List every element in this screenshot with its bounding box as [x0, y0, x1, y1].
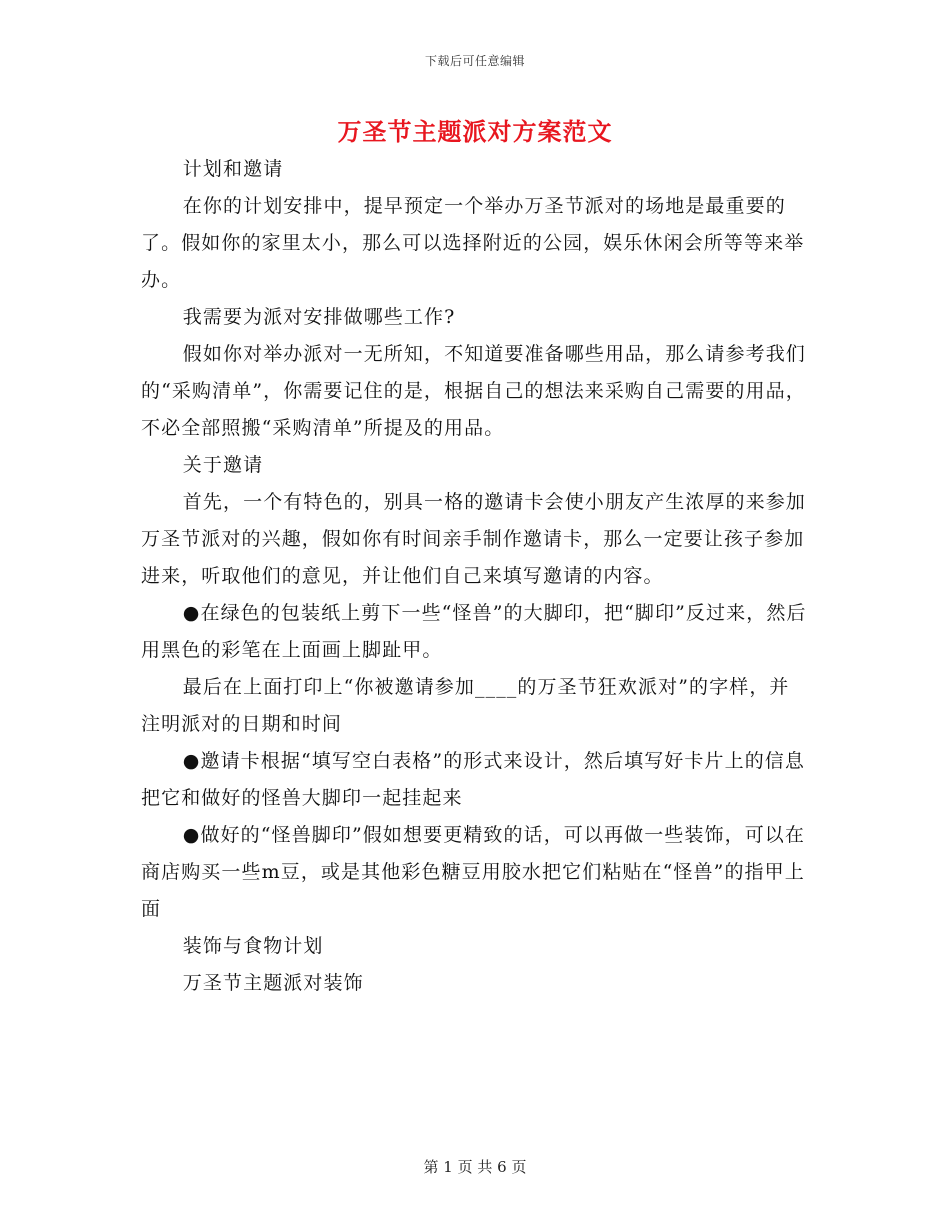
section-heading-decor-food: 装饰与食物计划	[182, 935, 324, 957]
paragraph-shopping-list: 假如你对举办派对一无所知，不知道要准备哪些用品，那么请参考我们的“采购清单”，你需要记住的是，根据自己的想法来采购自己需要的用品，不必全部照搬“采购清单”所提及的用品。	[141, 343, 806, 439]
section-heading-invitation: 关于邀请	[182, 454, 264, 476]
document-title: 万圣节主题派对方案范文	[337, 117, 613, 146]
paragraph-invitation-card: 首先，一个有特色的，别具一格的邀请卡会使小朋友产生浓厚的来参加万圣节派对的兴趣，假如你有时间亲手制作邀请卡，那么一定要让孩子参加进来，听取他们的意见，并让他们自己来填写邀请的内容。	[141, 491, 806, 587]
paragraph-print-text: 最后在上面打印上“你被邀请参加____的万圣节狂欢派对”的字样，并注明派对的日期和时间	[141, 676, 790, 735]
bullet-form-design: ●邀请卡根据“填写空白表格”的形式来设计，然后填写好卡片上的信息把它和做好的怪兽大脚印一起挂起来	[141, 750, 806, 809]
section-heading-plan-invite: 计划和邀请	[182, 158, 284, 180]
page-footer: 第 1 页 共 6 页	[423, 1158, 527, 1176]
question-heading: 我需要为派对安排做哪些工作?	[182, 306, 456, 328]
bullet-footprint: ●在绿色的包装纸上剪下一些“怪兽”的大脚印，把“脚印”反过来，然后用黑色的彩笔在上面画上脚趾甲。	[141, 602, 807, 661]
paragraph-venue: 在你的计划安排中，提早预定一个举办万圣节派对的场地是最重要的了。假如你的家里太小，那么可以选择附近的公园，娱乐休闲会所等等来举办。	[141, 195, 805, 291]
bullet-decoration: ●做好的“怪兽脚印”假如想要更精致的话，可以再做一些装饰，可以在商店购买一些m豆，或是其他彩色糖豆用胶水把它们粘贴在“怪兽”的指甲上面	[141, 824, 806, 920]
section-heading-party-decor: 万圣节主题派对装饰	[182, 972, 364, 994]
document-body	[141, 151, 809, 1002]
page-header: 下载后可任意编辑	[424, 54, 525, 68]
